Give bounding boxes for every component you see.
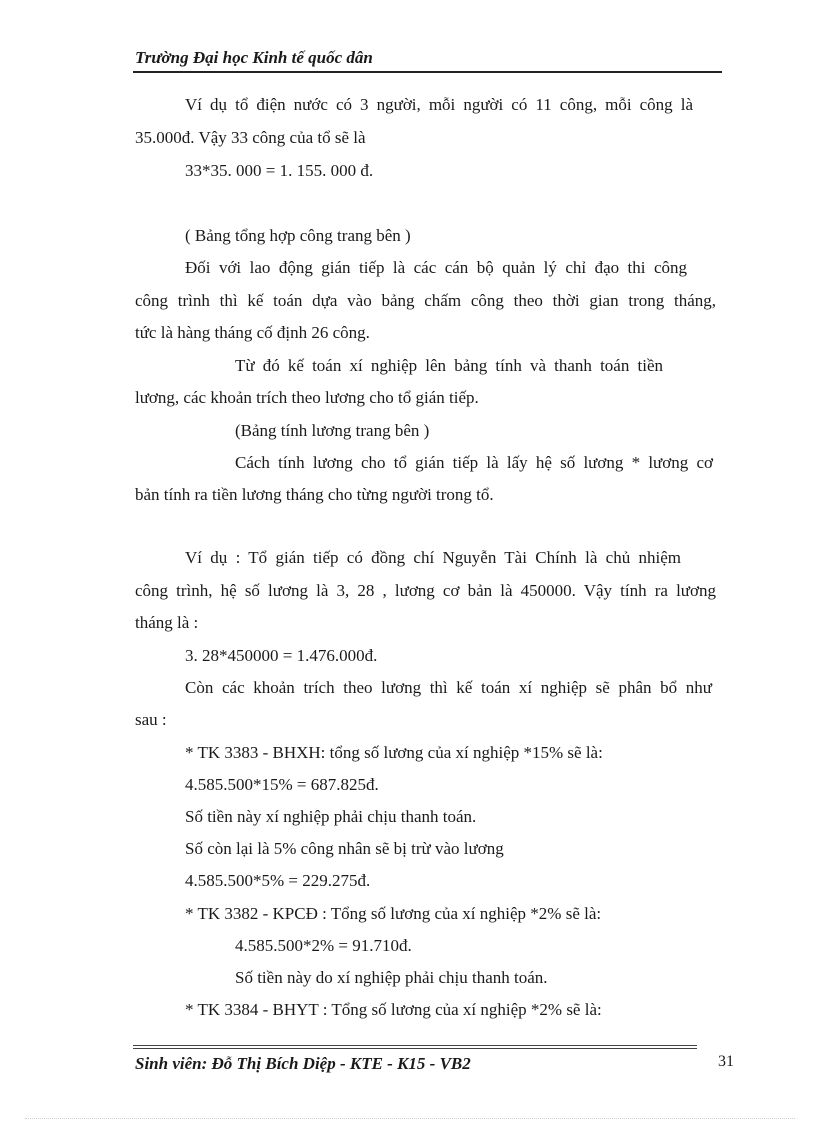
calculation-line: 3. 28*450000 = 1.476.000đ. xyxy=(185,646,378,665)
account-item: * TK 3384 - BHYT : Tổng số lương của xí nghiệp *2% sẽ là: xyxy=(185,1000,602,1019)
table-reference: ( Bảng tổng hợp công trang bên ) xyxy=(185,226,411,245)
table-reference: (Bảng tính lương trang bên ) xyxy=(235,421,430,440)
paragraph-line: tức là hàng tháng cố định 26 công. xyxy=(135,323,370,342)
calculation-line: 4.585.500*15% = 687.825đ. xyxy=(185,775,379,794)
account-item: * TK 3382 - KPCĐ : Tổng số lương của xí nghiệp *2% sẽ là: xyxy=(185,904,602,923)
paragraph-line: Cách tính lương cho tổ gián tiếp là lấy hệ số lương * lương cơ xyxy=(235,453,713,472)
paragraph-line: bản tính ra tiền lương tháng cho từng người trong tổ. xyxy=(135,485,494,504)
page-edge xyxy=(25,1118,795,1119)
paragraph-line: Từ đó kế toán xí nghiệp lên bảng tính và thanh toán tiền xyxy=(235,356,663,375)
author-line: Sinh viên: Đỗ Thị Bích Diệp - KTE - K15 - VB2 xyxy=(135,1054,471,1073)
paragraph-line: công trình thì kế toán dựa vào bảng chấm công theo thời gian trong tháng, xyxy=(135,291,716,310)
header-divider xyxy=(133,71,722,73)
paragraph-line: Còn các khoản trích theo lương thì kế toán xí nghiệp sẽ phân bổ như xyxy=(185,678,712,697)
calculation-line: 4.585.500*2% = 91.710đ. xyxy=(235,936,412,955)
paragraph-line: Số tiền này do xí nghiệp phải chịu thanh toán. xyxy=(235,968,548,987)
footer-divider xyxy=(133,1048,697,1049)
paragraph-line: Đối với lao động gián tiếp là các cán bộ quản lý chỉ đạo thi công xyxy=(185,258,687,277)
paragraph-line: Số còn lại là 5% công nhân sẽ bị trừ vào lương xyxy=(185,839,504,858)
paragraph-line: Số tiền này xí nghiệp phải chịu thanh toán. xyxy=(185,807,477,826)
university-name: Trường Đại học Kinh tế quốc dân xyxy=(135,48,373,67)
footer-divider xyxy=(133,1045,697,1046)
calculation-line: 4.585.500*5% = 229.275đ. xyxy=(185,871,371,890)
paragraph-line: Ví dụ tổ điện nước có 3 người, mỗi người có 11 công, mỗi công là xyxy=(185,95,693,114)
calculation-line: 33*35. 000 = 1. 155. 000 đ. xyxy=(185,161,374,180)
paragraph-line: 35.000đ. Vậy 33 công của tổ sẽ là xyxy=(135,128,366,147)
paragraph-line: Ví dụ : Tổ gián tiếp có đồng chí Nguyễn Tài Chính là chủ nhiệm xyxy=(185,548,681,567)
account-item: * TK 3383 - BHXH: tổng số lương của xí nghiệp *15% sẽ là: xyxy=(185,743,603,762)
paragraph-line: sau : xyxy=(135,710,167,729)
paragraph-line: công trình, hệ số lương là 3, 28 , lương cơ bản là 450000. Vậy tính ra lương xyxy=(135,581,716,600)
page-number: 31 xyxy=(718,1053,734,1070)
paragraph-line: lương, các khoản trích theo lương cho tổ gián tiếp. xyxy=(135,388,479,407)
paragraph-line: tháng là : xyxy=(135,613,199,632)
